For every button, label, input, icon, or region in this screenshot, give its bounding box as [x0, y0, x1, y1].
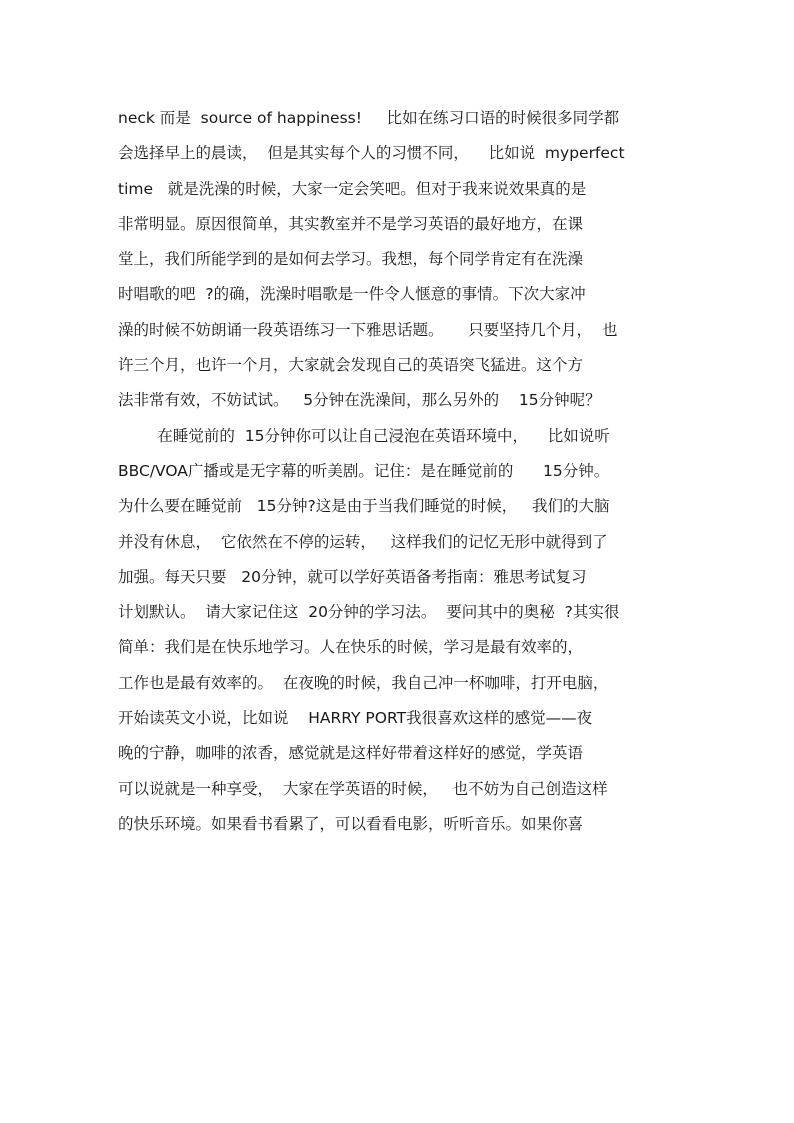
text-line-14: 加强。每天只要 20分钟，就可以学好英语备考指南：雅思考试复习	[118, 567, 587, 586]
text-line-7: 澡的时候不妨朗诵一段英语练习一下雅思话题。 只要坚持几个月， 也	[118, 320, 618, 339]
text-line-1: neck 而是 source of happiness! 比如在练习口语的时候很多同学都	[118, 109, 620, 127]
text-line-21: 的快乐环境。如果看书看累了，可以看看电影，听听音乐。如果你喜	[118, 814, 584, 833]
text-line-19: 晚的宁静，咖啡的浓香，感觉就是这样好带着这样好的感觉，学英语	[118, 744, 584, 763]
text-line-15: 计划默认。 请大家记住这 20分钟的学习法。 要问其中的奥秘 ?其实很	[118, 603, 620, 622]
body-text	[118, 101, 678, 842]
text-line-20: 可以说就是一种享受， 大家在学英语的时候， 也不妨为自己创造这样	[118, 779, 608, 798]
text-line-4: 非常明显。原因很简单，其实教室并不是学习英语的最好地方，在课	[118, 214, 584, 233]
text-line-16: 简单：我们是在快乐地学习。人在快乐的时候，学习是最有效率的，	[118, 638, 584, 657]
text-line-8: 许三个月，也许一个月，大家就会发现自己的英语突飞猛进。这个方	[118, 356, 584, 375]
text-line-6: 时唱歌的吧 ?的确，洗澡时唱歌是一件令人惬意的事情。下次大家冲	[118, 285, 586, 304]
text-line-17: 工作也是最有效率的。 在夜晚的时候，我自己冲一杯咖啡，打开电脑，	[118, 673, 609, 692]
text-line-2: 会选择早上的晨读， 但是其实每个人的习惯不同， 比如说 myperfect	[118, 144, 625, 163]
text-line-11: BBC/VOA广播或是无字幕的听美剧。记住：是在睡觉前的 15分钟。	[118, 461, 610, 480]
text-line-10: 在睡觉前的 15分钟你可以让自己浸泡在英语环境中， 比如说听	[118, 426, 610, 445]
text-line-18: 开始读英文小说，比如说 HARRY PORT我很喜欢这样的感觉——夜	[118, 709, 593, 728]
text-line-3: time 就是洗澡的时候，大家一定会笑吧。但对于我来说效果真的是	[118, 179, 587, 198]
text-line-5: 堂上，我们所能学到的是如何去学习。我想，每个同学肯定有在洗澡	[118, 250, 584, 269]
text-line-12: 为什么要在睡觉前 15分钟?这是由于当我们睡觉的时候， 我们的大脑	[118, 497, 610, 516]
text-line-9: 法非常有效，不妨试试。 5分钟在洗澡间，那么另外的 15分钟呢？	[118, 391, 601, 410]
text-line-13: 并没有休息， 它依然在不停的运转， 这样我们的记忆无形中就得到了	[118, 532, 608, 551]
